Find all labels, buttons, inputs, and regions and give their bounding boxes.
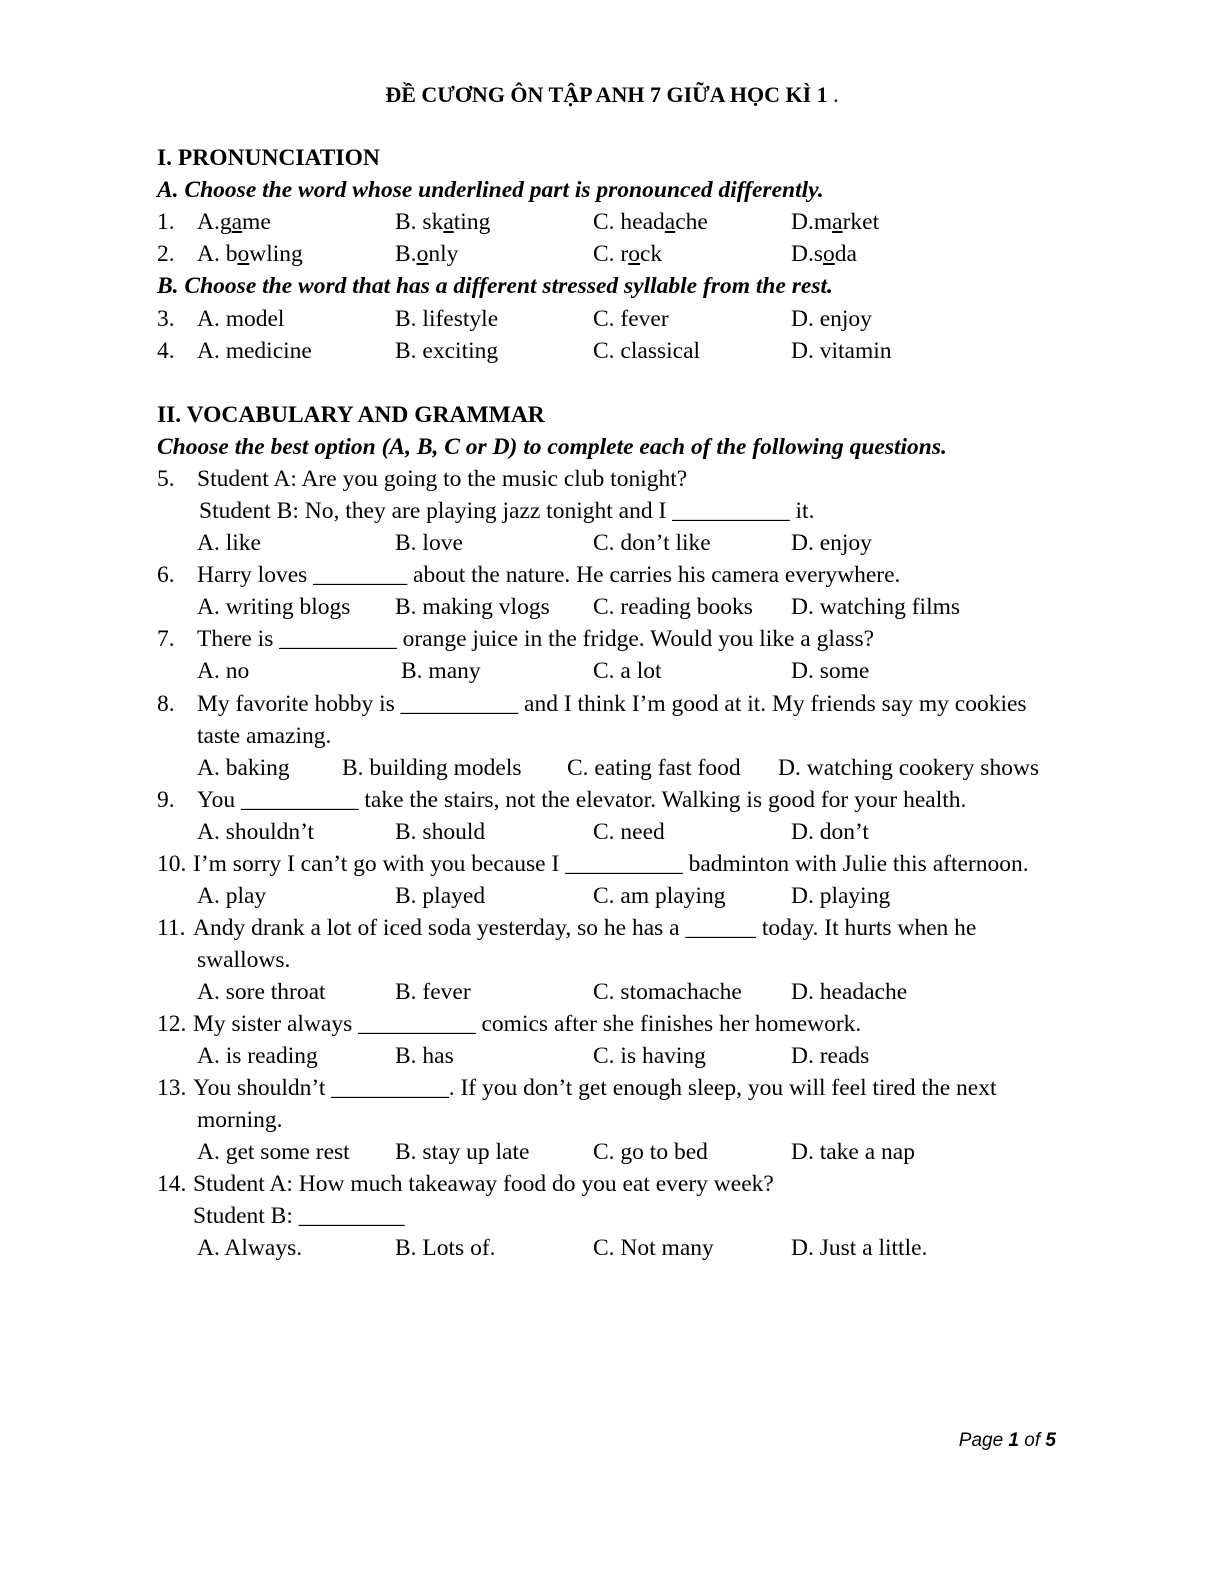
question-3 xyxy=(0,305,1224,335)
option-d: D. some xyxy=(791,658,870,684)
question-text: taste amazing. xyxy=(197,723,332,749)
question-5-line2 xyxy=(0,497,1224,527)
question-text: My sister always __________ comics after she finishes her homework. xyxy=(193,1011,862,1037)
question-number: 10. xyxy=(157,851,187,877)
question-8 xyxy=(0,690,1224,720)
question-5-options xyxy=(0,529,1224,559)
option-b: B. stay up late xyxy=(395,1139,530,1165)
option-b: B. played xyxy=(395,883,486,909)
question-text: swallows. xyxy=(197,947,291,973)
option-c: C. headache xyxy=(593,209,708,235)
question-11-line2 xyxy=(0,946,1224,976)
footer-current-page: 1 xyxy=(1008,1430,1019,1451)
option-b: B. love xyxy=(395,530,463,556)
question-7 xyxy=(0,625,1224,655)
question-5 xyxy=(0,465,1224,495)
question-6 xyxy=(0,561,1224,591)
question-number: 14. xyxy=(157,1171,187,1197)
option-b: B.only xyxy=(395,241,459,267)
question-10-options xyxy=(0,882,1224,912)
option-b: B. Lots of. xyxy=(395,1235,496,1261)
question-number: 1. xyxy=(157,209,175,235)
section2-heading: II. VOCABULARY AND GRAMMAR xyxy=(157,402,545,428)
question-text: You __________ take the stairs, not the elevator. Walking is good for your health. xyxy=(197,787,967,813)
page-title xyxy=(0,82,1224,108)
option-d: D. watching films xyxy=(791,594,961,620)
section1-partA-instruction: A. Choose the word whose underlined part is pronounced differently. xyxy=(157,177,824,203)
option-a: A. like xyxy=(197,530,261,556)
question-number: 12. xyxy=(157,1011,187,1037)
question-number: 11. xyxy=(157,915,186,941)
option-c: C. need xyxy=(593,819,665,845)
question-text: There is __________ orange juice in the fridge. Would you like a glass? xyxy=(197,626,875,652)
question-14-options xyxy=(0,1234,1224,1264)
option-a: A. play xyxy=(197,883,267,909)
option-a: A. writing blogs xyxy=(197,594,351,620)
question-number: 13. xyxy=(157,1075,187,1101)
footer-total-pages: 5 xyxy=(1045,1430,1056,1451)
option-c: C. am playing xyxy=(593,883,726,909)
question-text: Student A: Are you going to the music club tonight? xyxy=(197,466,688,492)
question-text: Harry loves ________ about the nature. He carries his camera everywhere. xyxy=(197,562,901,588)
option-a: A. is reading xyxy=(197,1043,318,1069)
question-12 xyxy=(0,1010,1224,1040)
option-d: D. vitamin xyxy=(791,338,892,364)
question-13-options xyxy=(0,1138,1224,1168)
question-11 xyxy=(0,914,1224,944)
question-text: My favorite hobby is __________ and I think I’m good at it. My friends say my cookies xyxy=(197,691,1027,717)
option-a: A.game xyxy=(197,209,271,235)
question-number: 9. xyxy=(157,787,175,813)
question-4 xyxy=(0,337,1224,367)
option-b: B. exciting xyxy=(395,338,499,364)
question-number: 8. xyxy=(157,691,175,717)
option-d: D. headache xyxy=(791,979,908,1005)
option-d: D.soda xyxy=(791,241,857,267)
question-12-options xyxy=(0,1042,1224,1072)
option-a: A. model xyxy=(197,306,285,332)
question-14-line2 xyxy=(0,1202,1224,1232)
question-number: 5. xyxy=(157,466,175,492)
question-6-options xyxy=(0,593,1224,623)
option-c: C. eating fast food xyxy=(567,755,741,781)
option-b: B. has xyxy=(395,1043,454,1069)
option-b: B. lifestyle xyxy=(395,306,499,332)
question-number: 7. xyxy=(157,626,175,652)
section2-instruction: Choose the best option (A, B, C or D) to complete each of the following questions. xyxy=(157,434,947,460)
option-d: D. enjoy xyxy=(791,530,872,556)
option-d: D. watching cookery shows xyxy=(778,755,1040,781)
option-b: B. building models xyxy=(342,755,522,781)
footer-of-word: of xyxy=(1024,1430,1041,1451)
question-number: 3. xyxy=(157,306,175,332)
option-c: C. stomachache xyxy=(593,979,742,1005)
option-c: C. fever xyxy=(593,306,669,332)
option-d: D. Just a little. xyxy=(791,1235,928,1261)
option-a: A. Always. xyxy=(197,1235,303,1261)
option-d: D. enjoy xyxy=(791,306,872,332)
option-a: A. sore throat xyxy=(197,979,326,1005)
question-text: Andy drank a lot of iced soda yesterday, so he has a ______ today. It hurts when he xyxy=(193,915,977,941)
option-a: A. get some rest xyxy=(197,1139,350,1165)
option-c: C. go to bed xyxy=(593,1139,708,1165)
option-c: C. rock xyxy=(593,241,663,267)
option-a: A. medicine xyxy=(197,338,312,364)
footer-page-word: Page xyxy=(958,1430,1004,1451)
option-d: D.market xyxy=(791,209,880,235)
question-8-line2 xyxy=(0,722,1224,752)
question-text: Student B: _________ xyxy=(193,1203,405,1229)
question-11-options xyxy=(0,978,1224,1008)
option-c: C. don’t like xyxy=(593,530,711,556)
question-14 xyxy=(0,1170,1224,1200)
question-text: Student B: No, they are playing jazz tonight and I __________ it. xyxy=(199,498,815,524)
section1-partB-instruction: B. Choose the word that has a different stressed syllable from the rest. xyxy=(157,273,833,299)
question-text: I’m sorry I can’t go with you because I __________ badminton with Julie this afternoon. xyxy=(193,851,1029,877)
question-8-options xyxy=(0,754,1224,784)
question-9 xyxy=(0,786,1224,816)
option-d: D. playing xyxy=(791,883,891,909)
option-b: B. fever xyxy=(395,979,471,1005)
option-b: B. many xyxy=(401,658,481,684)
question-2 xyxy=(0,240,1224,270)
title-text: ĐỀ CƯƠNG ÔN TẬP ANH 7 GIỮA HỌC KÌ 1 xyxy=(385,82,828,107)
option-a: A. shouldn’t xyxy=(197,819,315,845)
option-c: C. a lot xyxy=(593,658,662,684)
option-c: C. reading books xyxy=(593,594,753,620)
option-c: C. Not many xyxy=(593,1235,714,1261)
option-b: B. making vlogs xyxy=(395,594,550,620)
option-b: B. skating xyxy=(395,209,491,235)
option-a: A. baking xyxy=(197,755,290,781)
question-text: You shouldn’t __________. If you don’t get enough sleep, you will feel tired the next xyxy=(193,1075,997,1101)
option-c: C. is having xyxy=(593,1043,706,1069)
question-7-options xyxy=(0,657,1224,687)
question-13 xyxy=(0,1074,1224,1104)
option-a: A. bowling xyxy=(197,241,303,267)
section1-heading: I. PRONUNCIATION xyxy=(157,145,380,171)
question-number: 6. xyxy=(157,562,175,588)
option-a: A. no xyxy=(197,658,250,684)
question-text: Student A: How much takeaway food do you eat every week? xyxy=(193,1171,774,1197)
option-d: D. don’t xyxy=(791,819,869,845)
question-1 xyxy=(0,208,1224,238)
question-13-line2 xyxy=(0,1106,1224,1136)
title-dot: . xyxy=(833,82,839,107)
option-c: C. classical xyxy=(593,338,701,364)
option-b: B. should xyxy=(395,819,486,845)
option-d: D. reads xyxy=(791,1043,870,1069)
page-number-footer xyxy=(959,1430,1056,1452)
question-10 xyxy=(0,850,1224,880)
question-number: 2. xyxy=(157,241,175,267)
question-number: 4. xyxy=(157,338,175,364)
option-d: D. take a nap xyxy=(791,1139,915,1165)
question-text: morning. xyxy=(197,1107,283,1133)
question-9-options xyxy=(0,818,1224,848)
